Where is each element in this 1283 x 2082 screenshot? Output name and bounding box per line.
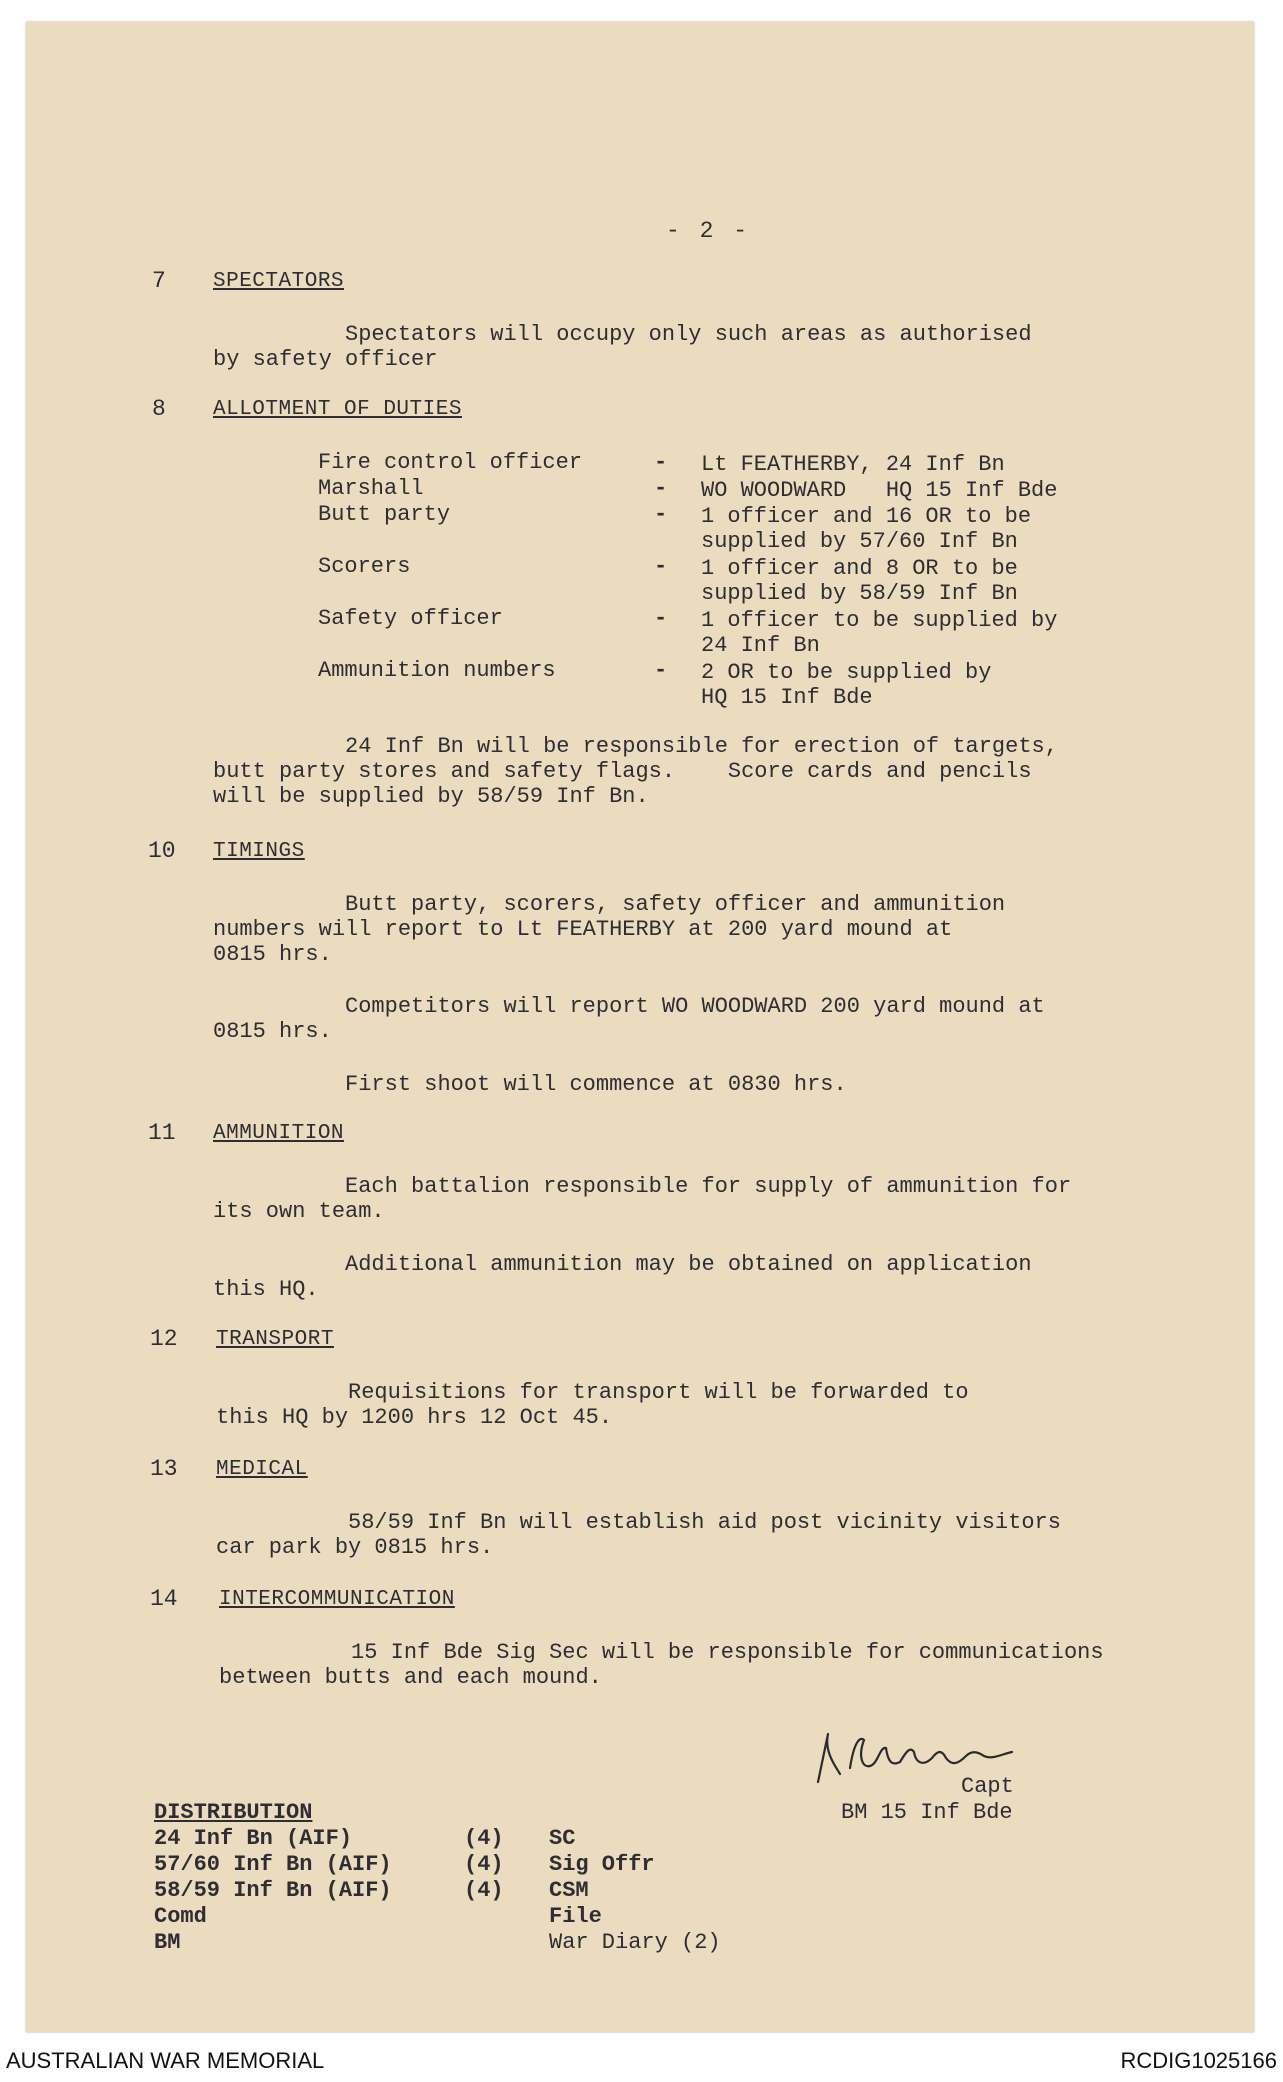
duty-dash: -	[654, 606, 668, 631]
section-text: Competitors will report WO WOODWARD 200 yard mound at 0815 hrs.	[213, 994, 1045, 1044]
distribution-row	[154, 1826, 854, 1852]
distribution-recipient: 58/59 Inf Bn (AIF)	[154, 1878, 392, 1903]
distribution-recipient-right: File	[549, 1904, 602, 1929]
distribution-recipient: BM	[154, 1930, 181, 1955]
duty-assignment: 2 OR to be supplied by HQ 15 Inf Bde	[701, 660, 992, 710]
duty-dash: -	[654, 450, 668, 475]
duty-role: Marshall	[318, 476, 424, 501]
duty-role: Scorers	[318, 554, 411, 579]
distribution-recipient: 57/60 Inf Bn (AIF)	[154, 1852, 392, 1877]
distribution-recipient-right: War Diary (2)	[549, 1930, 721, 1955]
section-number: 14	[150, 1586, 178, 1612]
section-text: 15 Inf Bde Sig Sec will be responsible for communications between butts and each mound.	[219, 1640, 1104, 1690]
distribution-copies: (4)	[464, 1826, 504, 1851]
section-text: Requisitions for transport will be forwarded to this HQ by 1200 hrs 12 Oct 45.	[216, 1380, 969, 1430]
section-text: First shoot will commence at 0830 hrs.	[213, 1072, 847, 1097]
distribution-row	[154, 1852, 854, 1878]
section-title: ALLOTMENT OF DUTIES	[213, 398, 462, 421]
section-title: INTERCOMMUNICATION	[219, 1588, 455, 1611]
duty-role: Fire control officer	[318, 450, 583, 475]
archive-id: RCDIG1025166	[1120, 2048, 1277, 2073]
duty-assignment: Lt FEATHERBY, 24 Inf Bn	[701, 452, 1005, 477]
signature-unit: BM 15 Inf Bde	[841, 1800, 1013, 1825]
duty-role: Ammunition numbers	[318, 658, 556, 683]
distribution-row	[154, 1904, 854, 1930]
distribution-recipient-right: SC	[549, 1826, 576, 1851]
section-title: MEDICAL	[216, 1458, 308, 1481]
duty-dash: -	[654, 476, 668, 501]
section-number: 8	[152, 396, 166, 422]
duty-assignment: 1 officer to be supplied by 24 Inf Bn	[701, 608, 1058, 658]
archive-credit: AUSTRALIAN WAR MEMORIAL	[6, 2048, 325, 2073]
page-number: - 2 -	[666, 218, 751, 244]
section-text: Spectators will occupy only such areas as authorised by safety officer	[213, 322, 1032, 372]
distribution-title: DISTRIBUTION	[154, 1800, 313, 1825]
section-title: TIMINGS	[213, 840, 305, 863]
section-text: Butt party, scorers, safety officer and ammunition numbers will report to Lt FEATHERBY at 200 yard mound at 0815 hrs.	[213, 892, 1006, 967]
distribution-copies: (4)	[464, 1878, 504, 1903]
distribution-recipient: 24 Inf Bn (AIF)	[154, 1826, 353, 1851]
section-title: SPECTATORS	[213, 270, 345, 293]
section-number: 12	[150, 1326, 178, 1352]
section-title: TRANSPORT	[216, 1328, 334, 1351]
section-number: 7	[152, 268, 166, 294]
duty-role: Butt party	[318, 502, 451, 527]
signature-rank: Capt	[961, 1774, 1014, 1799]
section-title: AMMUNITION	[213, 1122, 345, 1145]
duty-dash: -	[654, 658, 668, 683]
section-number: 11	[148, 1120, 176, 1146]
section-text: Additional ammunition may be obtained on application this HQ.	[213, 1252, 1032, 1302]
duty-role: Safety officer	[318, 606, 503, 631]
distribution-recipient-right: Sig Offr	[549, 1852, 655, 1877]
duty-dash: -	[654, 554, 668, 579]
distribution-row	[154, 1930, 854, 1956]
duty-assignment: 1 officer and 16 OR to be supplied by 57/60 Inf Bn	[701, 504, 1032, 554]
distribution-row	[154, 1878, 854, 1904]
distribution-copies: (4)	[464, 1852, 504, 1877]
handwritten-signature	[806, 1712, 1066, 1802]
section-number: 10	[148, 838, 176, 864]
duty-assignment: WO WOODWARD HQ 15 Inf Bde	[701, 478, 1058, 503]
distribution-recipient-right: CSM	[549, 1878, 589, 1903]
section-text: 24 Inf Bn will be responsible for erection of targets, butt party stores and safety flags. Score cards and pencils will be supplied by 58/59 Inf Bn.	[213, 734, 1058, 809]
document-page	[26, 22, 1254, 2032]
section-text: Each battalion responsible for supply of ammunition for its own team.	[213, 1174, 1072, 1224]
distribution-recipient: Comd	[154, 1904, 207, 1929]
duty-dash: -	[654, 502, 668, 527]
duty-assignment: 1 officer and 8 OR to be supplied by 58/59 Inf Bn	[701, 556, 1018, 606]
section-text: 58/59 Inf Bn will establish aid post vicinity visitors car park by 0815 hrs.	[216, 1510, 1061, 1560]
section-number: 13	[150, 1456, 178, 1482]
signature-block	[806, 1712, 1206, 1852]
